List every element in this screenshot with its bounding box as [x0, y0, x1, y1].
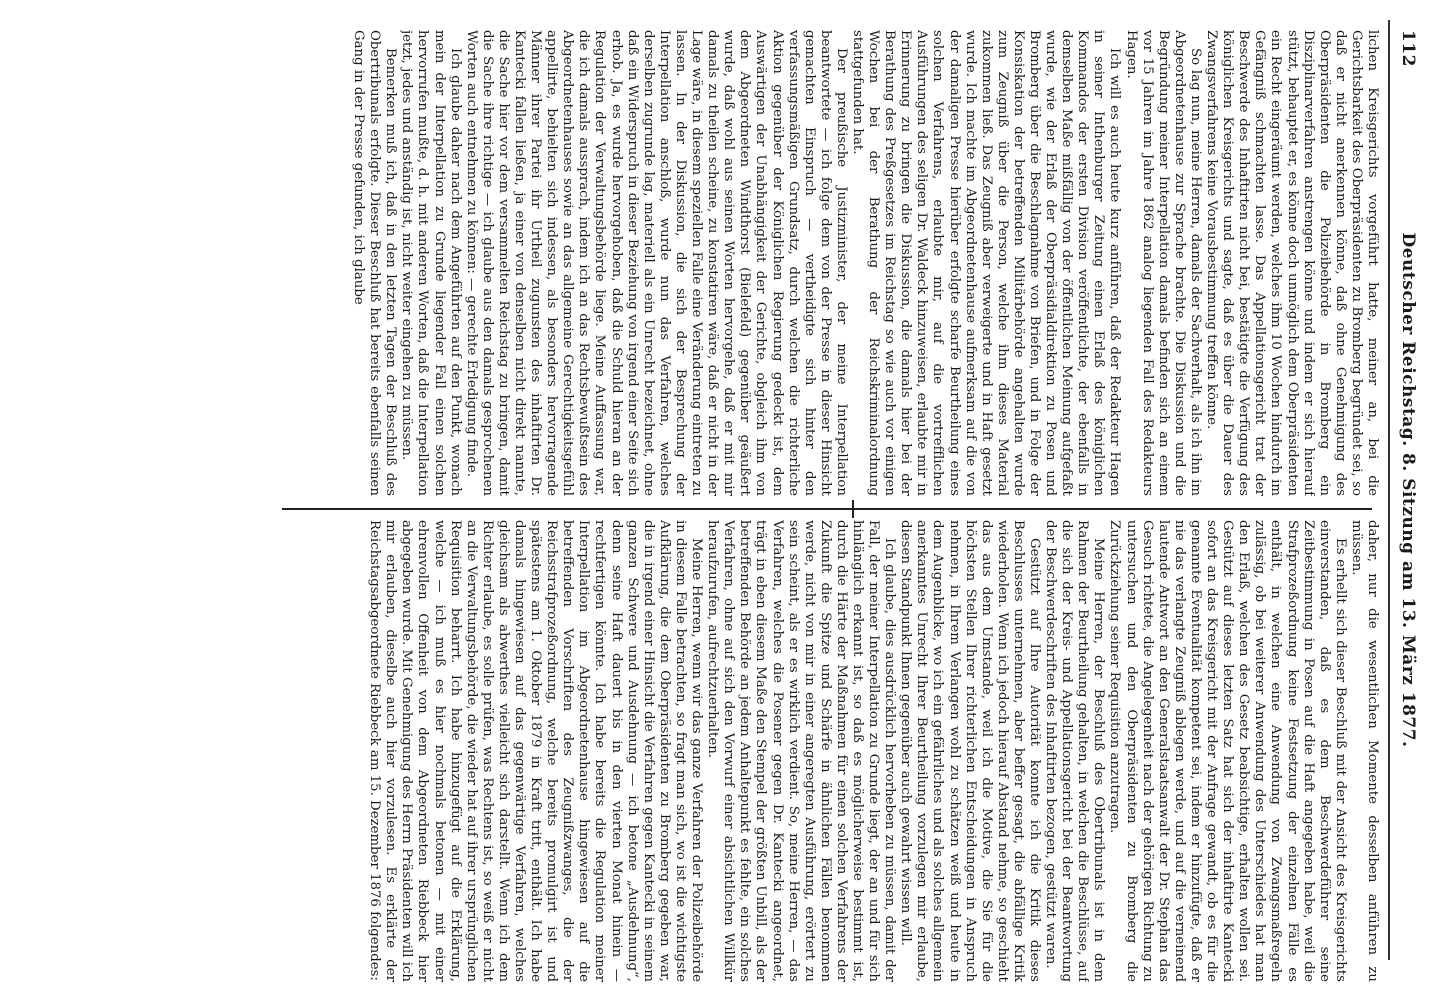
paragraph: Meine Herren, wenn wir das ganze Verfahren der Polizeibehörde in diesem Falle betrachten, so fragt man sich, wo ist die wichtigste Aufklärung, die dem Oberpräsidenten zu Bromberg gegeben war, die in irgend einer Hinsicht die Verfahren gegen Kantecki in seinem ganzen Schwere und Ausdehnung — ich betone „Ausdehnung“, denn seine Haft dauert bis in den vierten Monat hinein — rechtfertigen könnte. Ich habe bereits die Regulation meiner Interpellation im Abgeordnetenhause hingewiesen auf die betreffenden Vorschriften des Zeugnißzwanges, die der Reichsstrafprozeßordnung, welche bereits promulgirt ist und spätestens am 1. Oktober 1879 in Kraft tritt, enthält. Ich habe damals hingewiesen auf das gegenwärtige Verfahren, welches gleichsam als abwerthes vielleicht sich darstellt. Wenn ich dem Richter erlaube, es solle prüfen, was Rechtens ist, so weiß er nicht an die Verwaltungsbehörde, die wieder hat auf ihrer ursprünglichen Requisition beharrt. Ich habe hinzugefügt auf die Erklärung, welche — ich muß es hier nochmals betonen — mit einer ehrenvollen Offenheit von dem Abgeordneten Riebbeck hier abgegeben wurde. Mit Genehmigung des Herrn Präsidenten will ich mir erlauben, dieselbe auch hier vorzulesen. Es erklärte der Reichstagsabgeordnete Riebbeck am 15. Dezember 1876 folgendes: [367, 520, 705, 982]
page-header [1392, 30, 1422, 950]
paragraph: Ich glaube, dies ausdrücklich hervorheben zu müssen, damit der Fall, der meiner Interpellation zu Grunde liegt, der an und für sich hinlänglich erkannt ist, so daß es möglicherweise bestimmt ist, durch die Härte der Maßnahmen für einen solchen Verfahrens der Zukunft die Spitze und Schärfe in ähnlichen Fällen benommen werde, nicht von mir in einer angeregten Ausführung, erörtert zu sein scheint, als er es wirklich verdient. So, meine Herren, — das Verfahren, welches die Posener gegen Dr. Kantecki angeordnet, trägt in eben diesem Maße den Stempel der größten Unbill, als der betreffenden Behörde an jedem Anhaltepunkt es fehlte, ein solches Verfahren, ohne auf sich den Vorwurf einer absichtlichen Willkür heraufzurufen, aufrechtzuerhalten. [705, 520, 898, 982]
column-divider [282, 508, 1372, 510]
header-rule [1388, 20, 1390, 960]
paragraph: Bemerken muß ich, daß in den letzten Tagen der Beschluß des Obertribunals erfolgte. Dieser Beschluß hat bereits ebenfalls seinen Gang in der Presse gefunden, ich glaube [351, 30, 399, 496]
right-column [240, 520, 1380, 982]
paragraph: lichen Kreisgerichts vorgeführt hatte, meiner an, bei die Gerichtsbarkeit des Oberpräsidenten zu Bromberg begründet sei, so daß er nicht anerkennen könne, daß ohne Genehmigung des Oberpräsidenten die Polizeibehörde in Bromberg ein Disziplinarverfahren anstrengen könne und indem er sich hierauf stützt, behauptet er, es könne doch unmöglich dem Oberpräsidenten ein Recht eingeräumt werden, welches ihm 10 Wochen hindurch im Gefängniß schmachten lasse. Das Appellationsgericht trat der Beschwerde des Inhaftirten nicht bei, bestätigte die Verfügung des königlichen Kreisgerichts und sagte, daß es über die Dauer des Zwangsverfahrens keine Vorausbestimmung treffen könne. [1204, 30, 1380, 496]
page-number: 112 [1398, 30, 1418, 67]
paragraph: So lag nun, meine Herren, damals der Sachverhalt, als ich ihn im Abgeordnetenhause zur Sprache brachte. Die Diskussion und die Begründung meiner Interpellation damals befinden sich an einem vor 15 Jahren im Jahre 1862 analog liegenden Fall des Redakteurs Hagen. [1123, 30, 1203, 496]
page-title: Deutscher Reichstag. 8. Sitzung am 13. März 1877. [1398, 232, 1418, 748]
paragraph: Ich glaube daher nach dem Angeführten auf den Punkt, wonach mein der Interpellation zu Grunde liegender Fall einen solchen hervorrufen mußte, d. h. mit anderen Worten, daß die Interpellation jetzt, jedes und anständig ist, nicht weiter eingehen zu müssen. [399, 30, 463, 496]
paragraph: Ich will es auch heute kurz anführen, daß der Redakteur Hagen in seiner Inthenburger Zeitung einen Erlaß des königlichen Kommandos der ersten Division veröffentlichte, der ebenfalls in demselben Maße mißfällig von der öffentlichen Meinung aufgefaßt wurde, wie der Erlaß der Oberpräsidialdirektion zu Posen und Bromberg über die Beschlagnahme von Briefen, und in Folge der Konsiskation der betreffenden Militärbehörde angehalten wurde zum Zeugniß über die Person, welche ihm dieses Material zukommen ließ. Das Zeugniß aber verweigerte und in Haft gesetzt wurde. Ich machte im Abgeordnetenhause aufmerksam auf die von der damaligen Presse hierüber erfolgte scharfe Beurtheilung eines solchen Verfahrens, erlaubte mir, auf die vortrefflichen Ausführungen des seligen Dr. Waldeck hinzuweisen, erlaubte mir in Erinnerung zu bringen die Diskussion, die damals hier bei der Berathung des Preßgesetzes im Reichstag so wie auch vor einigen Wochen bei der Berathung der Reichskriminalordnung stattgefunden hat. [850, 30, 1123, 496]
paragraph: daher, nur die wesentlichen Momente desselben anführen zu müssen. [1348, 520, 1380, 982]
paragraph: Gestützt auf Ihre Autorität konnte ich die Kritik dieses Beschlusses unternehmen, aber beffer gesagt, die abfällige Kritik wiederholen. Wenn ich jedoch hierauf Abstand nehme, so geschieht das aus dem Umstande, weil ich die Motive, die Sie für die höchsten Stellen Ihrer richterlichen Entscheidungen in Anspruch nehmen, in Ihrem Verlangen wohl zu schätzen weiß und heute in dem Augenblicke, wo ich ein gefährliches und als solches allgemein anerkanntes Unrecht Ihrer Beurtheilung vorzulegen mir erlaube, diesen Standpunkt Ihnen gegenüber auch gewahrt wissen will. [898, 520, 1043, 982]
column-divider-mark [852, 500, 854, 518]
paragraph: Meine Herren, der Beschluß des Obertribunals ist in dem Rahmen der Beurtheilung gehalten, in welchen die Beschlüsse, auf die sich der Kreis- und Appellationsgericht bei der Beantwortung der Beschwerdeschriften des Inhaftirten bezogen, gestützt waren. [1043, 520, 1107, 982]
left-column [240, 30, 1380, 496]
paragraph: Der preußische Justizminister, der meine Interpellation beantwortete — ich folge dem von der Presse in dieser Hinsicht gemachten Einspruch — vertheidigte sich hinter den verfassungsmäßigen Grundsatz, durch welchen die richterliche Aktion gegenüber der Königlichen Regierung gedeckt ist, dem Auswärtigen der Unabhängigkeit der Gerichte, obgleich ihm von dem Abgeordneten Windthorst (Bielefeld) gegenüber geäußert wurde, daß wohl aus seinen Worten hervorgehe, daß er mit mir damals zu theilen scheine, zu konstatiren wäre, daß er nicht in der Lage wäre, in diesem speziellen Falle eine Veränderung eintreten zu lassen. In der Diskussion, die sich der Besprechung der Interpellation anschloß, wurde nun das Verfahren, welches derselben zugrunde lag, materiell als ein Unrecht bezeichnet, ohne daß ein Widerspruch in dieser Beziehung von irgend einer Seite sich erhob. Ja, es wurde hervorgehoben, daß die Schuld hieran an der Regulation der Verwaltungsbehörde liege. Meine Auffassung war, die ich damals aussprach, indem ich an das Rechtsbewußtsein des Abgeordnetenhauses sowie an das allgemeine Gerechtigkeitsgefühl appellirte, behielten sich indessen, als besonders hervorragende Männer ihrer Partei ihr Urtheil zugunsten des inhaftirten Dr. Kantecki fallen ließen, ja einer von denselben nicht direkt nannte, die Sache hier vor dem versammelten Reichstag zu bringen, damit die Sache ihre richtige — ich glaube aus den damals gesprochenen Worten auch entnehmen zu können: — gerechte Erledigung finde. [463, 30, 849, 496]
paragraph: Es erhellt sich dieser Beschluß mit der Ansicht des Kreisgerichts einverstanden, daß es dem Beschwerdeführer seine Zeitbestimmung in Posen auf die Haft angegeben habe, weil die Strafprozeßordnung keine Festsetzung der einzelnen Fälle es enthält, in welchen eine Anwendung von Zwangsmaßregeln zulässig, ob bei weiterer Anwendung des Unterschiedes hat man den Erlaß, welchen des Gesetz beabsichtige, erhalten wollen sei. Gestützt auf dieses letzten Satz hat sich der inhaftirte Kantecki sofort an das Kreisgericht mit der Anfrage gewandt, ob es für die genannte Eventualität kompetent sei, indem er hinzufügte, daß er nie das verlangte Zeugniß ablegen werde, und auf die verneinend lautende Antwort an den Generalstaatsanwalt der Dr. Stephan das Gesuch richtete, die Angelegenheit nach der gehörigen Richtung zu untersuchen und den Oberpräsidenten zu Bromberg die Zurückziehung seiner Requisition anzutragen. [1107, 520, 1348, 982]
